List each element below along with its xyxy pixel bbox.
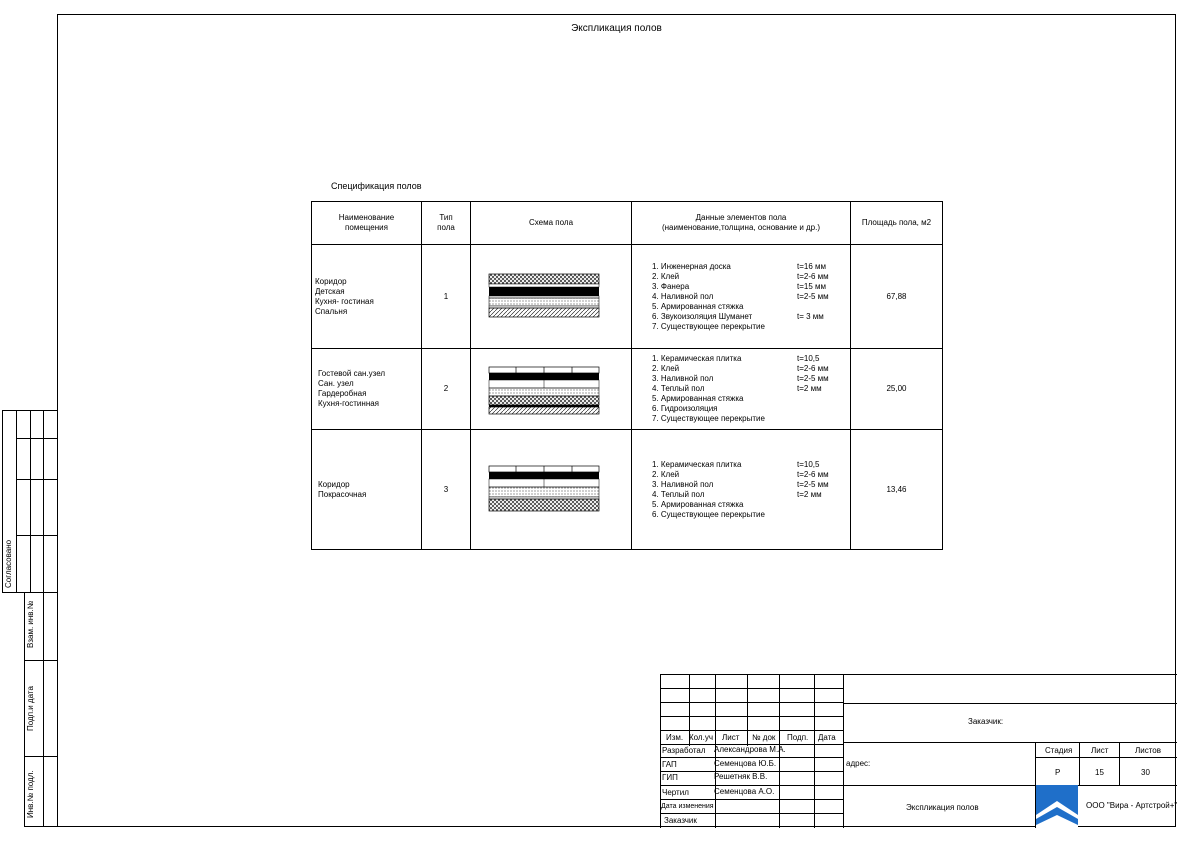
stage-label: Стадия — [1045, 746, 1073, 755]
col-header-date: Дата — [818, 733, 836, 742]
sheet-label: Лист — [1091, 746, 1109, 755]
header-scheme: Схема пола — [471, 202, 632, 245]
table-row — [312, 349, 943, 430]
name-gip: Решетняк В.В. — [714, 772, 768, 781]
floor-scheme — [471, 349, 632, 430]
agreed-label: Согласовано — [4, 539, 13, 588]
floor-elements: 1. Керамическая плитка t=10,5 2. Клей t=2-6 мм 3. Наливной пол t=2-5 мм 4. Теплый пол t=2 мм 5. Армированная стяжка 6. Существующее перекрытие — [632, 430, 851, 550]
floor-scheme-3-drawing — [471, 460, 631, 520]
floor-spec-table — [311, 201, 943, 550]
floor-type: 3 — [422, 430, 471, 550]
role-gip: ГИП — [662, 773, 678, 782]
col-header-list: Лист — [722, 733, 740, 742]
inv-orig-label: Инв.№ подл. — [26, 770, 35, 818]
header-data: Данные элементов пола (наименование,толщина, основание и др.) — [632, 202, 851, 245]
name-drafter: Семенцова А.О. — [714, 787, 775, 796]
table-row — [312, 245, 943, 349]
table-header-row — [312, 202, 943, 245]
floor-type: 2 — [422, 349, 471, 430]
floor-elements: 1. Инженерная доска t=16 мм 2. Клей t=2-6 мм 3. Фанера t=15 мм 4. Наливной пол t=2-5 мм 5. Армированная стяжка 6. Звукоизоляция Шуманет t= 3 мм 7. Существующее перекрытие — [632, 245, 851, 349]
role-drafter: Чертил — [662, 788, 689, 797]
company-logo-icon — [1036, 785, 1078, 827]
sheet-title: Экспликация полов — [571, 23, 662, 34]
floor-scheme — [471, 245, 632, 349]
stage-value: Р — [1055, 768, 1061, 777]
col-header-izm: Изм. — [666, 733, 684, 742]
sheet-value: 15 — [1095, 768, 1104, 777]
replace-inv-label: Взам. инв.№ — [26, 600, 35, 648]
sheets-value: 30 — [1141, 768, 1150, 777]
floor-type: 1 — [422, 245, 471, 349]
header-area: Площадь пола, м2 — [851, 202, 943, 245]
col-header-kol: Кол.уч — [689, 733, 713, 742]
role-gap: ГАП — [662, 760, 677, 769]
table-row — [312, 430, 943, 550]
floor-scheme — [471, 430, 632, 550]
floor-area: 67,88 — [851, 245, 943, 349]
floor-scheme-1-drawing — [471, 267, 631, 327]
floor-area: 13,46 — [851, 430, 943, 550]
room-list: Коридор Покрасочная — [312, 430, 422, 550]
company-name: ООО "Вира - Артстрой+" — [1086, 801, 1178, 810]
spec-caption: Спецификация полов — [331, 181, 422, 191]
sheets-label: Листов — [1135, 746, 1161, 755]
room-list: Коридор Детская Кухня- гостиная Спальня — [312, 245, 422, 349]
floor-elements: 1. Керамическая плитка t=10,5 2. Клей t=2-6 мм 3. Наливной пол t=2-5 мм 4. Теплый пол t=2 мм 5. Армированная стяжка 6. Гидроизоляция 7. Существующее перекрытие — [632, 349, 851, 430]
header-room: Наименование помещения — [312, 202, 422, 245]
col-header-doc: № док — [752, 733, 776, 742]
name-gap: Семенцова Ю.Б. — [714, 759, 777, 768]
col-header-sign: Подп. — [787, 733, 809, 742]
role-developer: Разработал — [662, 746, 706, 755]
role-customer: Заказчик — [664, 816, 697, 825]
floor-area: 25,00 — [851, 349, 943, 430]
drawing-name: Экспликация полов — [906, 803, 979, 812]
room-list: Гостевой сан.узел Сан. узел Гардеробная Кухня-гостинная — [312, 349, 422, 430]
sign-date-label: Подп.и дата — [26, 686, 35, 731]
floor-scheme-2-drawing — [471, 359, 631, 419]
role-change-date: Дата изменения — [661, 803, 714, 810]
name-developer: Александрова М.А. — [714, 745, 786, 754]
address-label: адрес: — [846, 759, 871, 768]
customer-label: Заказчик: — [968, 717, 1004, 726]
header-type: Тип пола — [422, 202, 471, 245]
